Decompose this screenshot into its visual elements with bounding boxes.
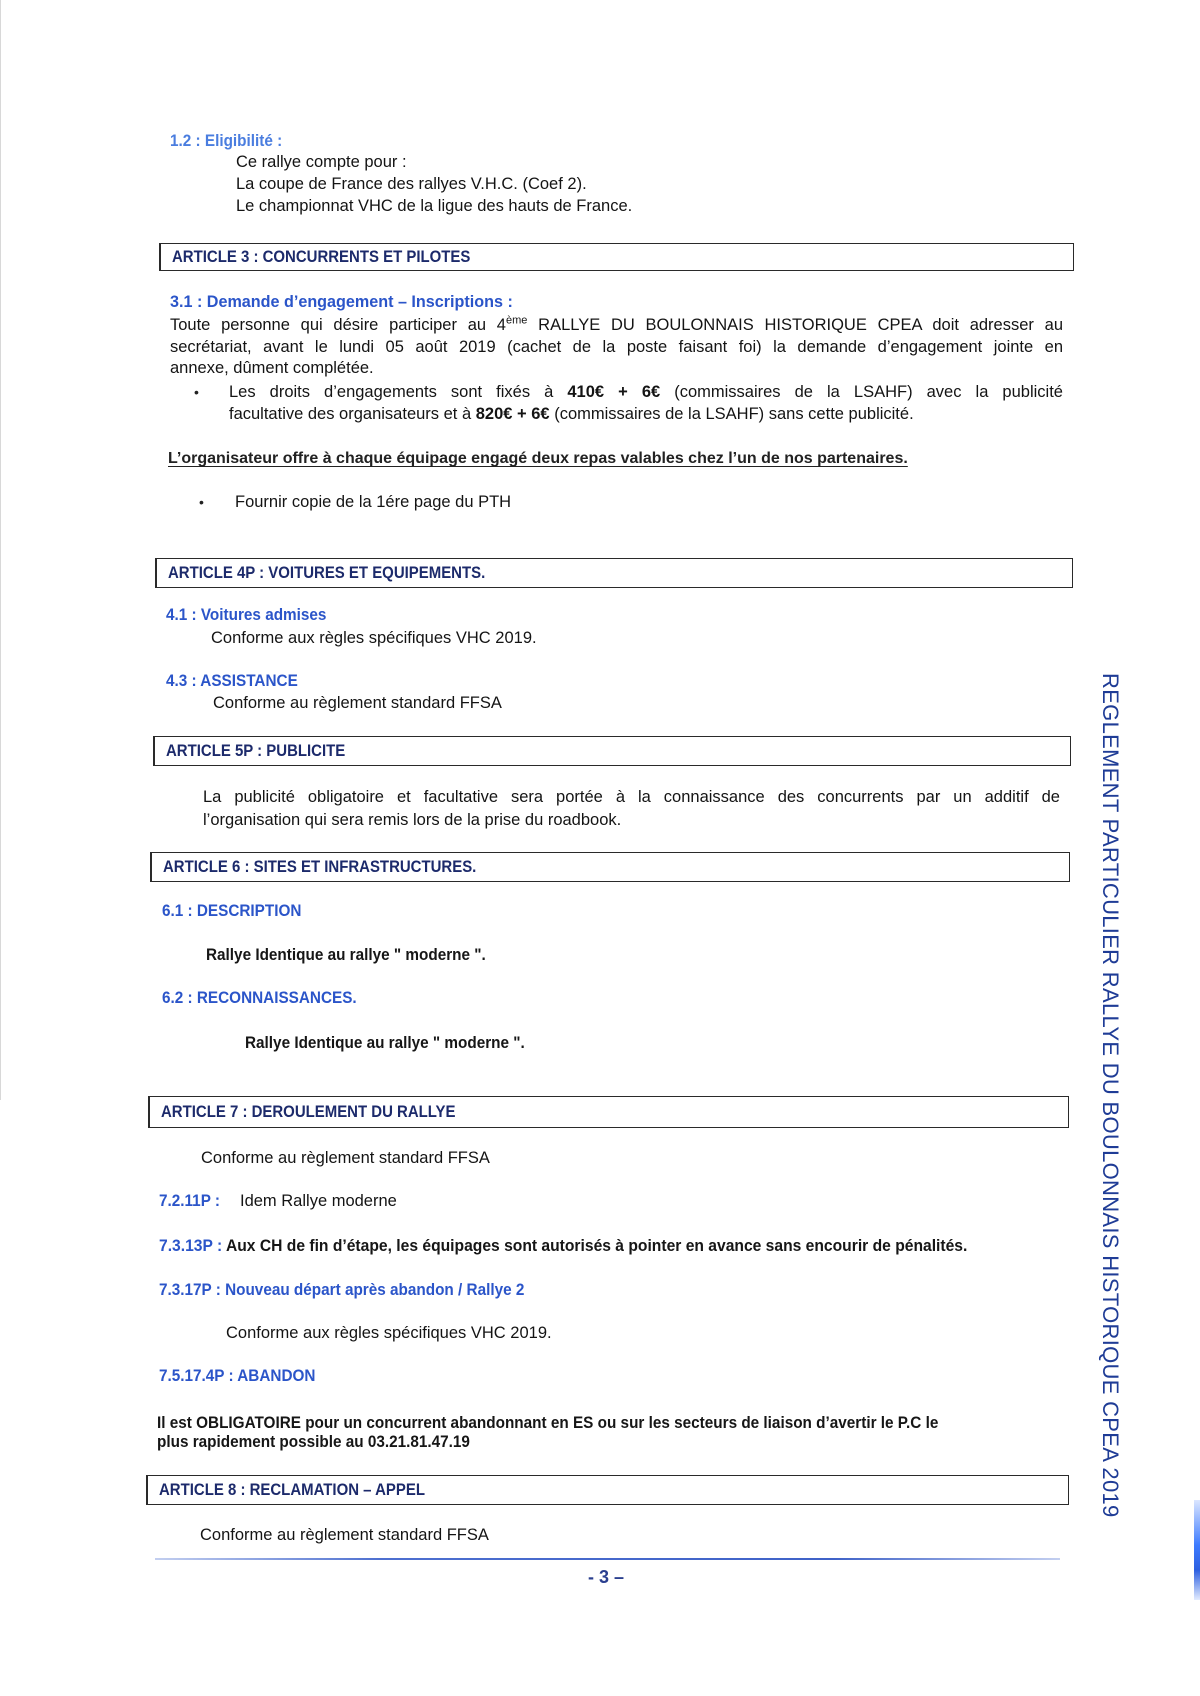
fees-line-2 xyxy=(229,404,914,424)
article-4p-title: ARTICLE 4P : VOITURES ET EQUIPEMENTS. xyxy=(168,563,486,582)
article-6-title: ARTICLE 6 : SITES ET INFRASTRUCTURES. xyxy=(163,857,477,876)
text-segment: secrétariat, avant le lundi 05 août 2019 (cachet de la poste faisant foi) la demande d’engagement jointe en xyxy=(170,338,1063,356)
page-number: - 3 – xyxy=(587,1567,625,1587)
advertising-paragraph-line-2: l’organisation qui sera remis lors de la prise du roadbook. xyxy=(203,811,622,829)
bullet-marker: • xyxy=(199,494,204,510)
abandon-notice-line-2: plus rapidement possible au 03.21.81.47.19 xyxy=(157,1432,470,1451)
section-7-3-17p-heading: 7.3.17P : Nouveau départ après abandon / Rallye 2 xyxy=(159,1280,525,1299)
registration-paragraph-line-2 xyxy=(170,337,1063,357)
fee-amount: 410€ + 6€ xyxy=(567,383,661,401)
article-3-title: ARTICLE 3 : CONCURRENTS ET PILOTES xyxy=(172,247,471,266)
advertising-paragraph-line-1 xyxy=(203,787,1060,807)
scan-left-edge xyxy=(0,0,1,1100)
section-6-2-heading: 6.2 : RECONNAISSANCES. xyxy=(162,988,357,1007)
section-6-2-text: Rallye Identique au rallye " moderne ". xyxy=(245,1033,525,1052)
section-6-1-heading: 6.1 : DESCRIPTION xyxy=(162,901,302,920)
text-segment: Les droits d’engagements sont fixés à xyxy=(229,383,568,401)
section-7-3-17p-text: Conforme aux règles spécifiques VHC 2019. xyxy=(226,1324,552,1342)
article-5p-header-box xyxy=(153,736,1071,766)
pth-item: Fournir copie de la 1ére page du PTH xyxy=(235,493,512,511)
section-7-3-13p-text: Aux CH de fin d’étape, les équipages sont autorisés à pointer en avance sans encourir de pénalités. xyxy=(222,1236,968,1255)
article-7-intro: Conforme au règlement standard FFSA xyxy=(201,1149,490,1167)
text-segment: (commissaires de la LSAHF) sans cette publicité. xyxy=(549,405,914,423)
section-4-1-heading: 4.1 : Voitures admises xyxy=(166,605,327,624)
abandon-notice-line-1: Il est OBLIGATOIRE pour un concurrent abandonnant en ES ou sur les secteurs de liaison d’avertir le P.C le xyxy=(157,1413,939,1432)
fee-amount: 820€ + 6€ xyxy=(475,405,550,423)
section-7-3-13p xyxy=(159,1236,967,1256)
vertical-document-title: REGLEMENT PARTICULIER RALLYE DU BOULONNAIS HISTORIQUE CPEA 2019 xyxy=(1098,673,1123,1518)
section-4-3-text: Conforme au règlement standard FFSA xyxy=(213,694,502,712)
article-3-header-box xyxy=(159,243,1074,271)
article-8-header-box xyxy=(146,1475,1069,1505)
superscript-ordinal: ème xyxy=(506,314,528,327)
text-segment: La publicité obligatoire et facultative sera portée à la connaissance des concurrents par un additif de xyxy=(203,788,1060,806)
eligibility-line: La coupe de France des rallyes V.H.C. (Coef 2). xyxy=(236,175,587,193)
section-3-1-heading: 3.1 : Demande d’engagement – Inscriptions : xyxy=(170,292,513,311)
registration-paragraph-line-1 xyxy=(170,315,1063,335)
edge-color-stripe xyxy=(1194,1500,1200,1600)
article-8-text: Conforme au règlement standard FFSA xyxy=(200,1526,489,1544)
meals-notice: L’organisateur offre à chaque équipage engagé deux repas valables chez l’un de nos partenaires. xyxy=(168,450,908,467)
article-5p-title: ARTICLE 5P : PUBLICITE xyxy=(166,741,346,760)
section-7-2-11p-text: Idem Rallye moderne xyxy=(240,1192,397,1210)
section-4-1-text: Conforme aux règles spécifiques VHC 2019. xyxy=(211,629,537,647)
section-7-3-13p-label: 7.3.13P : xyxy=(159,1236,223,1255)
text-segment: facultative des organisateurs et à xyxy=(229,405,476,423)
text-segment: (commissaires de la LSAHF) avec la publicité xyxy=(660,383,1063,401)
text-segment: RALLYE DU BOULONNAIS HISTORIQUE CPEA doit adresser au xyxy=(527,316,1063,334)
article-4p-header-box xyxy=(155,558,1073,588)
eligibility-line: Le championnat VHC de la ligue des hauts de France. xyxy=(236,197,633,215)
section-7-5-17-4p-heading: 7.5.17.4P : ABANDON xyxy=(159,1366,316,1385)
bullet-marker: • xyxy=(194,384,199,400)
fees-line-1 xyxy=(229,382,1063,402)
article-7-title: ARTICLE 7 : DEROULEMENT DU RALLYE xyxy=(161,1102,456,1121)
eligibility-line: Ce rallye compte pour : xyxy=(236,153,407,171)
article-6-header-box xyxy=(150,852,1070,882)
article-7-header-box xyxy=(148,1096,1069,1128)
eligibility-heading: 1.2 : Eligibilité : xyxy=(170,131,283,150)
section-7-2-11p-label: 7.2.11P : xyxy=(159,1191,220,1210)
section-4-3-heading: 4.3 : ASSISTANCE xyxy=(166,671,298,690)
text-segment: Toute personne qui désire participer au 4 xyxy=(170,316,506,334)
section-6-1-text: Rallye Identique au rallye " moderne ". xyxy=(206,945,486,964)
article-8-title: ARTICLE 8 : RECLAMATION – APPEL xyxy=(159,1480,425,1499)
footer-rule xyxy=(155,1558,1060,1560)
registration-paragraph-line-3: annexe, dûment complétée. xyxy=(170,359,374,377)
